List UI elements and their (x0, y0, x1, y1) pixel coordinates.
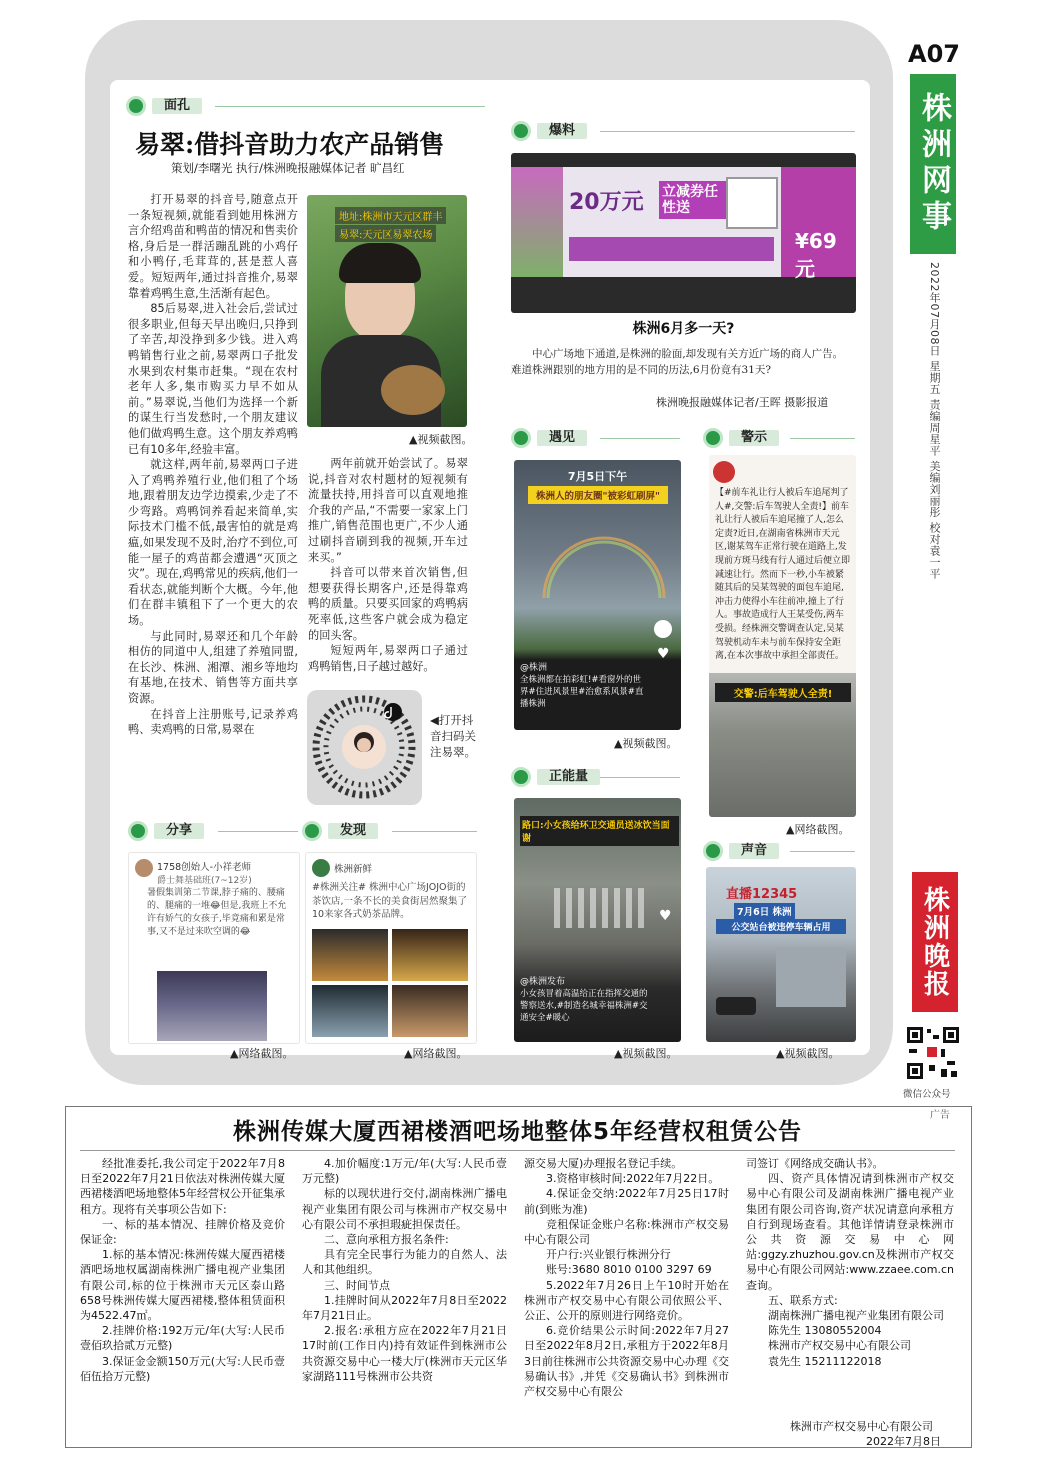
jingshi-overlay: 交警:后车驾驶人全责! (715, 683, 851, 702)
ad-paragraph: 3.资格审核时间:2022年7月22日。 (546, 1172, 720, 1186)
ad-paragraph: 具有完全民事行为能力的自然人、法人和其他组织。 (302, 1248, 507, 1277)
faxian-photo-1 (312, 929, 388, 981)
banner-amount: 20万元 (569, 190, 644, 215)
photo-overlay-address: 地址:株洲市天元区群丰 (335, 207, 446, 224)
paper-logo: 株洲晚报 (912, 872, 958, 1012)
ad-col4 (746, 1156, 954, 1369)
fenxiang-user: 1758创始人-小祥老师 (157, 862, 252, 873)
faxian-photo-4 (392, 985, 468, 1037)
yujian-caption: ▲视频截图。 (614, 737, 678, 750)
faxian-user: 株洲新鲜 (334, 864, 373, 875)
yujian-account: @株洲 (520, 663, 548, 673)
faxian-post: #株洲关注# 株洲中心广场JOJO街的茶饮店,一条不长的美食街居然聚集了10来家各式奶茶品牌。 (312, 882, 468, 920)
tag-dot-icon (511, 767, 531, 787)
banner-main: 立减券任性送 (659, 181, 727, 219)
section-banner: 株洲网事 (910, 74, 956, 254)
faxian-screenshot (305, 852, 477, 1044)
ad-paragraph: 五、联系方式: (768, 1293, 838, 1307)
fenxiang-caption: ▲网络截图。 (230, 1047, 294, 1060)
ad-paragraph: 4.加价幅度:1万元/年(大写:人民币壹万元整) (302, 1157, 507, 1186)
tag-face: 面孔 (126, 95, 202, 117)
baoliao-headline: 株洲6月多一天? (632, 321, 735, 337)
zhengnengliang-overlay: 路口:小女孩给环卫交通员送冰饮当面谢 (520, 816, 679, 846)
ad-paragraph: 四、资产具体情况请到株洲市产权交易中心有限公司及湖南株洲广播电视产业集团有限公司咨询,资产状况请意向承租方自行到现场查看。其他详情请登录株洲市公共资源交易中心网站:ggzy.zhuzhou.gov.cn及株洲市产权交易中心有限公司网站:www.zzaee.com.cn查询。 (746, 1172, 954, 1292)
hair-shape (339, 243, 421, 283)
tag-rule (600, 438, 680, 439)
tag-baoliao: 爆料 (511, 120, 587, 142)
yujian-overlay-date: 7月5日下午 (567, 470, 628, 483)
tag-dot-icon (511, 428, 531, 448)
ad-paragraph: 2.挂牌价格:192万元/年(大写:人民币壹佰玖拾贰万元整) (80, 1324, 285, 1353)
ad-paragraph: 株洲市产权交易中心有限公司 (768, 1339, 911, 1353)
paragraph: 85后易翠,进入社会后,尝试过很多职业,但每天早出晚归,只挣到了辛苦,却没挣到多少钱。进入鸡鸭销售行业之前,易翠两口子批发水果到农村集市赶集。“现在农村老年人多,集市购买力早不如从前。”易翠说,当他们为选择一个新的谋生行当发愁时,一个朋友建议他们做鸡鸭生意。这个朋友养鸡鸭已有10多年,经验丰富。 (128, 302, 298, 456)
tag-rule (392, 831, 477, 832)
ad-paragraph: 二、意向承租方报名条件: (324, 1233, 449, 1247)
zhengnengliang-post: 小女孩冒着高温给正在指挥交通的警察送水,#制造名城幸福株洲#交通安全#暖心 (520, 989, 648, 1023)
zhengnengliang-photo (514, 798, 681, 1042)
shengyin-overlay-sub: 7月6日 株洲 (734, 903, 795, 919)
ad-paragraph: 2.报名:承租方应在2022年7月21日17时前(工作日内)持有效证件到株洲市公共资源交易中心一楼大厅(株洲市天元区华家湖路111号株洲市公共资 (302, 1324, 507, 1383)
tag-rule (600, 131, 855, 132)
ad-col2 (302, 1156, 507, 1384)
yujian-photo (514, 460, 681, 730)
qr-caption: ◀打开抖音扫码关注易翠。 (430, 713, 476, 759)
ad-paragraph: 竞租保证金账户名称:株洲市产权交易中心有限公司 (524, 1217, 729, 1247)
building-shape (776, 947, 846, 1007)
face-title: 易翠:借抖音助力农产品销售 (135, 130, 445, 159)
ad-paragraph: 6.竞价结果公示时间:2022年7月27日至2022年8月2日,承租方于2022年8月3日前往株洲市公共资源交易中心办理《交易确认书》,并凭《交易确认书》到株洲市产权交易中心有限公 (524, 1324, 729, 1399)
ad-sign-date: 2022年7月8日 (866, 1435, 941, 1448)
date-line: 2022年07月08日 星期五 责编周星平 美编刘丽彤 校对袁一平 (928, 262, 941, 580)
baoliao-body: 中心广场地下通道,是株洲的脸面,却发现有关方近广场的商人广告。难道株洲跟别的地方用的是不同的历法,6月份竟有31天? (511, 348, 844, 376)
zhengnengliang-like-icon[interactable]: ♥ (659, 908, 672, 924)
ad-col3 (524, 1156, 729, 1399)
crosswalk-shape (554, 888, 644, 928)
ad-paragraph: 三、时间节点 (324, 1278, 390, 1292)
tag-faxian: 发现 (302, 820, 378, 842)
paragraph: 抖音可以带来首次销售,但想要获得长期客户,还是得靠鸡鸭的质量。只要买回家的鸡鸭病死率低,这些客户就会成为稳定的回头客。 (308, 566, 468, 642)
faxian-photo-3 (312, 985, 388, 1037)
banner-photo-strip (511, 167, 563, 277)
face-col1 (128, 192, 298, 738)
ad-col1 (80, 1156, 285, 1384)
jingshi-photo (709, 455, 856, 817)
tag-dot-icon (703, 841, 723, 861)
shengyin-overlay-line: 公交站台被违停车辆占用 (716, 919, 846, 934)
paragraph: 就这样,两年前,易翠两口子进入了鸡鸭养殖行业,他们租了个场地,跟着朋友边学边摸索,少走了不少弯路。鸡鸭饲养看起来简单,实际技术门槛不低,最害怕的就是鸡瘟,如果发现不及时,治疗不到位,可能一屋子的鸡苗都会遭遇“灭顶之灾”。现在,鸡鸭常见的疾病,他们一看状态,就能判断个大概。今年,他们在群丰镇租下了一个更大的农场。 (128, 458, 298, 628)
ad-paragraph: 账号:3680 8010 0100 3297 69 (546, 1263, 712, 1277)
jingshi-post: 【#前车礼让行人被后车追尾判了人#,交警:后车驾驶人全责!】前车礼让行人被后车追尾撞了人,怎么定责?近日,在湖南省株洲市天元区,谢某驾车正常行驶在道路上,发现前方斑马线有行人通过后便立即减速让行。然而下一秒,小车被紧随其后的吴某驾驶的面包车追尾,冲击力使得小车往前冲,撞上了行人。事故造成行人王某受伤,两车受损。经株洲交警调查认定,吴某驾驶机动车未与前车保持安全距离,在本次事故中承担全部责任。 (715, 488, 851, 662)
ad-paragraph: 湖南株洲广播电视产业集团有限公司 (768, 1309, 944, 1323)
shengyin-overlay-title: 直播12345 (726, 887, 798, 902)
ad-paragraph: 5.2022年7月26日上午10时开始在株洲市产权交易中心有限公司依照公平、公正、公开的原则进行网络竞价。 (524, 1278, 729, 1323)
fenxiang-post: 暑假集训第二节课,脖子痛的、腰痛的、腿痛的一堆😂但是,我班上不允许有娇气的女孩子,毕竟痛和累是常事,又不是过来吹空调的😂 (147, 888, 287, 937)
ad-paragraph: 源交易大厦)办理报名登记手续。 (524, 1157, 683, 1170)
ad-paragraph: 3.保证金金额150万元(大写:人民币壹佰伍拾万元整) (80, 1354, 285, 1383)
page-number: A07 (908, 40, 960, 68)
tag-dot-icon (302, 821, 322, 841)
paragraph: 短短两年,易翠两口子通过鸡鸭销售,日子越过越好。 (308, 644, 468, 673)
ad-paragraph: 经批准委托,我公司定于2022年7月8日至2022年7月21日依法对株洲传媒大厦西裙楼酒吧场地整体5年经营权公开征集承租方。现将有关事项公告如下: (80, 1157, 285, 1216)
yujian-like-icon[interactable]: ♥ (657, 646, 670, 662)
face-col2 (308, 456, 468, 674)
ad-paragraph: 1.标的基本情况:株洲传媒大厦西裙楼酒吧场地权属湖南株洲广播电视产业集团有限公司,标的位于株洲市天元区泰山路658号株洲传媒大厦西裙楼,整体租赁面积为4522.47㎡。 (80, 1248, 285, 1323)
car-shape (716, 997, 756, 1015)
ad-rule (80, 1150, 955, 1151)
baoliao-credit: 株洲晚报融媒体记者/王晖 摄影报道 (656, 396, 829, 409)
fenxiang-user-sub: 爵士舞基础班(7~12岁) (157, 876, 252, 886)
tag-rule (790, 438, 855, 439)
tag-fenxiang: 分享 (128, 820, 204, 842)
ad-label: 广告 (930, 1110, 950, 1121)
ad-paragraph: 陈先生 13080552004 (768, 1324, 882, 1338)
tag-yujian: 遇见 (511, 427, 587, 449)
tag-dot-icon (511, 121, 531, 141)
jingshi-avatar-icon (713, 461, 735, 483)
paragraph: 在抖音上注册账号,记录养鸡鸭、卖鸡鸭的日常,易翠在 (128, 707, 298, 737)
tag-rule (215, 106, 485, 107)
tag-rule (600, 777, 680, 778)
shengyin-caption: ▲视频截图。 (776, 1047, 840, 1060)
tag-dot-icon (703, 428, 723, 448)
fenxiang-avatar-icon (135, 859, 153, 877)
tag-dot-icon (128, 821, 148, 841)
face-photo-caption: ▲视频截图。 (409, 433, 473, 446)
tag-dot-icon (126, 96, 146, 116)
yujian-post: 全株洲都在拍彩虹!#看窗外的世界#住进风景里#治愈系风景#直播株洲 (520, 675, 644, 709)
jingshi-road (709, 673, 856, 817)
zhengnengliang-caption: ▲视频截图。 (614, 1047, 678, 1060)
ad-sign-org: 株洲市产权交易中心有限公司 (790, 1420, 933, 1433)
photo-overlay-farm: 易翠:天元区易翠农场 (335, 225, 436, 242)
ad-paragraph: 开户行:兴业银行株洲分行 (546, 1248, 671, 1262)
wechat-qr-icon[interactable] (905, 1025, 961, 1081)
douyin-qr-icon (307, 690, 422, 805)
zhengnengliang-account: @株洲发布 (520, 977, 566, 987)
paragraph: 打开易翠的抖音号,随意点开一条短视频,就能看到她用株洲方言介绍鸡苗和鸭苗的情况和售卖价格,身后是一群活蹦乱跳的小鸡仔和小鸭仔,毛茸茸的,甚是惹人喜爱。短短两年,通过抖音推介,易翠靠着鸡鸭生意,生活渐有起色。 (128, 193, 298, 300)
duck-shape (381, 365, 445, 415)
tag-rule (218, 831, 298, 832)
wechat-label: 微信公众号 (903, 1089, 951, 1100)
ad-title: 株洲传媒大厦西裙楼酒吧场地整体5年经营权租赁公告 (232, 1119, 802, 1145)
baoliao-photo (511, 153, 856, 313)
fenxiang-screenshot (128, 852, 300, 1044)
ad-paragraph: 4.保证金交纳:2022年7月25日17时前(到账为准) (524, 1187, 729, 1216)
ad-banner (511, 167, 856, 281)
tag-rule (790, 851, 855, 852)
ad-paragraph: 标的以现状进行交付,湖南株洲广播电视产业集团有限公司与株洲市产权交易中心有限公司不承担瑕疵担保责任。 (302, 1187, 507, 1231)
faxian-photo-2 (392, 929, 468, 981)
ad-paragraph: 司签订《网络成交确认书》。 (746, 1157, 884, 1170)
ad-paragraph: 1.挂牌时间从2022年7月8日至2022年7月21日止。 (302, 1293, 507, 1323)
rainbow-icon (534, 520, 674, 600)
shengyin-photo (706, 867, 856, 1042)
tag-zhengnengliang: 正能量 (511, 766, 600, 788)
banner-qr-icon (726, 177, 778, 229)
tag-shengyin: 声音 (703, 840, 779, 862)
douyin-qr[interactable] (307, 690, 422, 805)
banner-price: ¥69元 (795, 229, 837, 281)
yujian-avatar-icon[interactable] (654, 620, 672, 638)
tag-jingshi: 警示 (703, 427, 779, 449)
faxian-caption: ▲网络截图。 (404, 1047, 468, 1060)
paragraph: 与此同时,易翠还和几个年龄相仿的同道中人,组建了养殖同盟,在长沙、株洲、湘潭、湘乡等地均有基地,在技术、销售等方面共享资源。 (128, 629, 298, 705)
faxian-avatar-icon (312, 859, 330, 877)
face-photo (307, 195, 467, 427)
face-byline: 策划/李曙光 执行/株洲晚报融媒体记者 旷昌红 (171, 161, 405, 175)
fenxiang-photo (157, 971, 267, 1041)
banner-right-panel (781, 167, 856, 281)
paragraph: 两年前就开始尝试了。易翠说,抖音对农村题材的短视频有流量扶持,用抖音可以直观地推介我的产品,“不需要一家家上门推广,销售范围也更广,不少人通过刷抖音刷到我的视频,开车过来买。” (308, 457, 468, 564)
ad-paragraph: 袁先生 15211122018 (768, 1354, 882, 1368)
yujian-overlay-title: 株洲人的朋友圈"被彩虹刷屏" (528, 486, 668, 504)
ad-paragraph: 一、标的基本情况、挂牌价格及竞价保证金: (80, 1217, 285, 1247)
jingshi-caption: ▲网络截图。 (786, 823, 850, 836)
banner-coupon-strip (569, 237, 774, 261)
